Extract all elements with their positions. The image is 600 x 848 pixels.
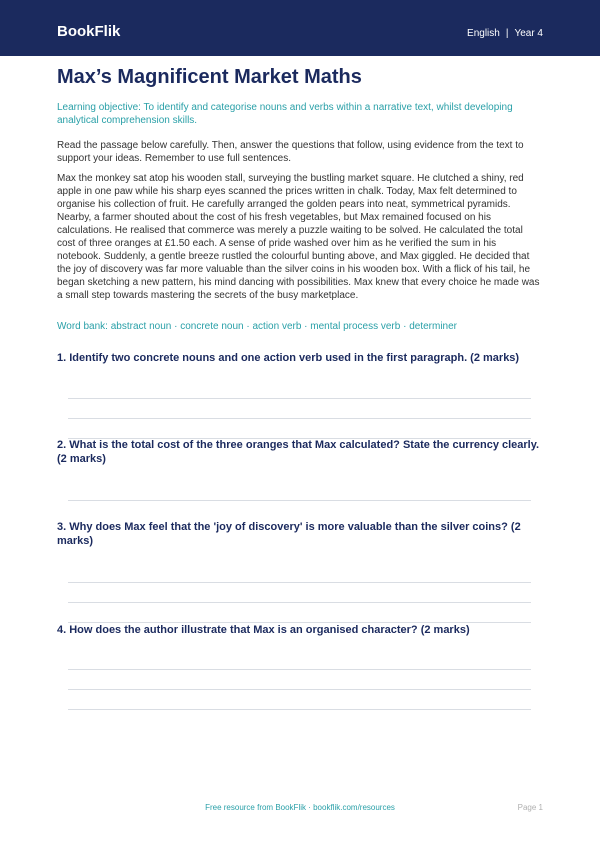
year-label: Year 4 xyxy=(514,28,543,39)
separator: | xyxy=(505,28,509,39)
answer-line[interactable] xyxy=(68,709,531,710)
answer-line[interactable] xyxy=(68,398,531,399)
question-1: 1. Identify two concrete nouns and one action verb used in the first paragraph. (2 marks) xyxy=(57,352,520,364)
subject-label: English xyxy=(467,28,500,39)
answer-line[interactable] xyxy=(68,669,531,670)
reading-passage: Max the monkey sat atop his wooden stall, surveying the bustling market square. He clutched a shiny, red apple in one paw while his sharp eyes scanned the prices written in chalk. Today, Max felt determined to organise his collection of fruit. He carefully arranged the golden pears into neat, symmetrical pyramids. Nearby, a farmer shouted about the cost of his fresh vegetables, but Max remained focused on his calculations. He realised that commerce was merely a puzzle waiting to be solved. He calculated the total cost of three oranges at £1.50 each. A sense of pride washed over him as he verified the sum in his notebook. Suddenly, a gentle breeze rustled the colourful bunting above, and Max giggled. He decided that the joy of discovery was far more valuable than the silver coins in his wooden box. With a flick of his tail, he began sketching a new pattern, his mind dancing with possibilities. Max knew that every choice he made was a small step towards mastering the secrets of the busy marketplace. xyxy=(57,173,540,301)
question-3: 3. Why does Max feel that the 'joy of discovery' is more valuable than the silver coins? (2 marks) xyxy=(57,521,521,547)
answer-line[interactable] xyxy=(68,500,531,501)
page-header xyxy=(0,0,600,56)
question-4: 4. How does the author illustrate that Max is an organised character? (2 marks) xyxy=(57,624,470,636)
footer-link[interactable]: Free resource from BookFlik · bookflik.com/resources xyxy=(205,803,395,812)
worksheet-title: Max’s Magnificent Market Maths xyxy=(57,66,362,88)
learning-objective: Learning objective: To identify and categorise nouns and verbs within a narrative text, whilst developing analytical comprehension skills. xyxy=(57,102,513,126)
subject-year xyxy=(467,28,543,39)
word-bank: Word bank: abstract noun · concrete noun · action verb · mental process verb · determiner xyxy=(57,321,458,332)
instructions: Read the passage below carefully. Then, answer the questions that follow, using evidence from the text to support your ideas. Remember to use full sentences. xyxy=(57,140,524,164)
page-number: Page 1 xyxy=(517,803,543,812)
question-2: 2. What is the total cost of the three oranges that Max calculated? State the currency clearly. (2 marks) xyxy=(57,439,540,465)
brand-logo: BookFlik xyxy=(57,23,121,40)
answer-line[interactable] xyxy=(68,582,531,583)
answer-line[interactable] xyxy=(68,689,531,690)
answer-line[interactable] xyxy=(68,418,531,419)
answer-line[interactable] xyxy=(68,602,531,603)
